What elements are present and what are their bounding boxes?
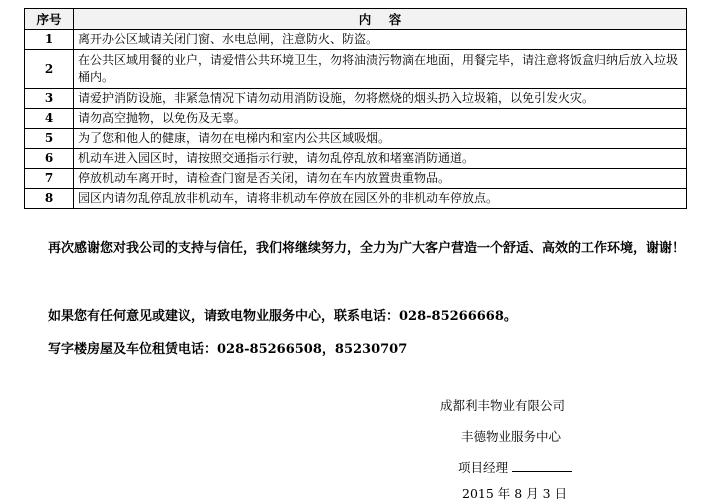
manager-signature-line [458, 458, 572, 476]
contact-paragraph: 如果您有任何意见或建议，请致电物业服务中心，联系电话：028-85266668。 [48, 309, 517, 324]
notice-date: 2015 年 8 月 3 日 [462, 486, 568, 501]
row-number: 4 [25, 109, 74, 129]
table-row [25, 129, 687, 149]
signature-blank [512, 459, 572, 472]
row-content: 离开办公区域请关闭门窗、水电总闸，注意防火、防盗。 [74, 30, 687, 50]
service-center-name: 丰德物业服务中心 [461, 429, 562, 444]
row-content: 请勿高空抛物，以免伤及无辜。 [74, 109, 687, 129]
row-number: 3 [25, 89, 74, 109]
row-number: 1 [25, 30, 74, 50]
row-content: 请爱护消防设施，非紧急情况下请勿动用消防设施，勿将燃烧的烟头扔入垃圾箱，以免引发火灾。 [74, 89, 687, 109]
header-content: 内 容 [74, 9, 687, 30]
row-number: 6 [25, 149, 74, 169]
row-content: 停放机动车离开时，请检查门窗是否关闭，请勿在车内放置贵重物品。 [74, 169, 687, 189]
table-row [25, 30, 687, 50]
row-content: 为了您和他人的健康，请勿在电梯内和室内公共区域吸烟。 [74, 129, 687, 149]
table-header-row [25, 9, 687, 30]
row-content: 机动车进入园区时，请按照交通指示行驶，请勿乱停乱放和堵塞消防通道。 [74, 149, 687, 169]
row-content: 园区内请勿乱停乱放非机动车，请将非机动车停放在园区外的非机动车停放点。 [74, 189, 687, 209]
row-number: 7 [25, 169, 74, 189]
row-number: 2 [25, 50, 74, 89]
table-row [25, 189, 687, 209]
notice-table [24, 8, 687, 209]
header-no: 序号 [25, 9, 74, 30]
table-row [25, 149, 687, 169]
row-number: 8 [25, 189, 74, 209]
table-row [25, 169, 687, 189]
table-row [25, 109, 687, 129]
table-row [25, 89, 687, 109]
thanks-paragraph: 再次感谢您对我公司的支持与信任，我们将继续努力，全力为广大客户营造一个舒适、高效的工作环境，谢谢！ [48, 241, 686, 256]
row-content: 在公共区域用餐的业户，请爱惜公共环境卫生，勿将油渍污物滴在地面，用餐完毕，请注意将饭盒归纳后放入垃圾桶内。 [74, 50, 687, 89]
manager-label: 项目经理 [458, 460, 509, 475]
leasing-paragraph: 写字楼房屋及车位租赁电话：028-85266508，85230707 [48, 342, 408, 357]
row-number: 5 [25, 129, 74, 149]
company-name: 成都利丰物业有限公司 [440, 398, 566, 413]
table-row [25, 50, 687, 89]
